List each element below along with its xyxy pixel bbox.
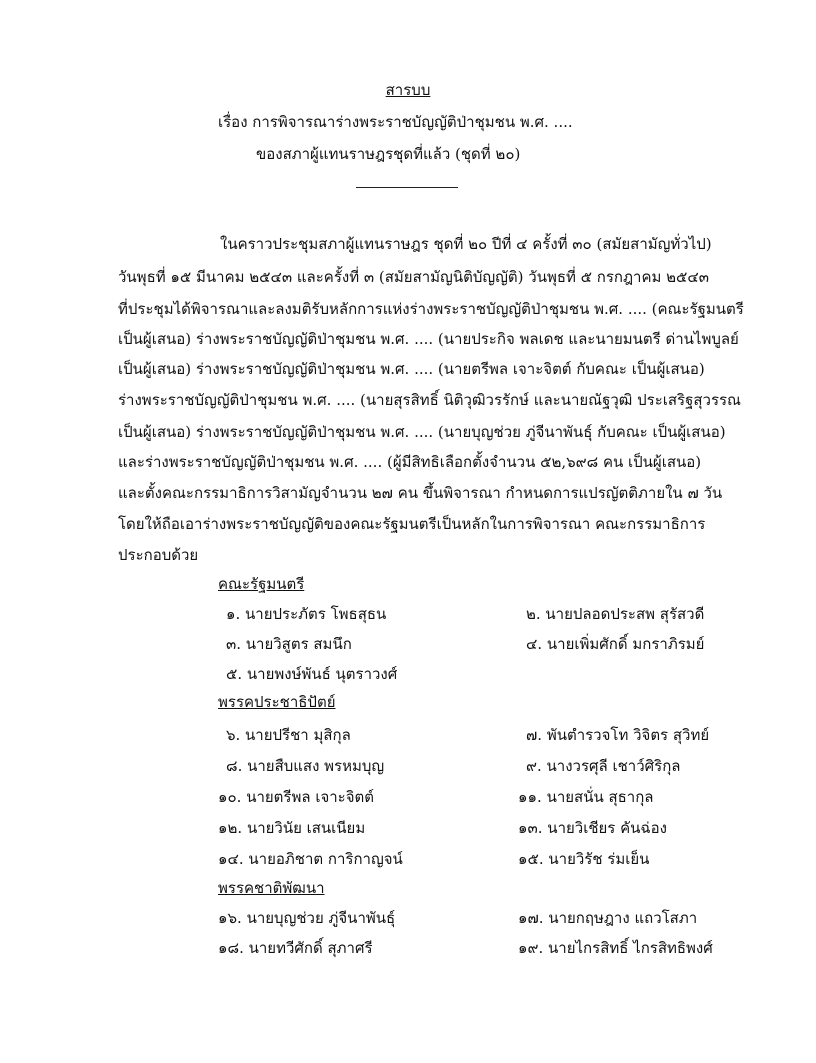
body-line: โดยให้ถือเอาร่างพระราชบัญญัติของคณะรัฐมนตรีเป็นหลักในการพิจารณา คณะกรรมาธิการ (118, 515, 706, 533)
document-title: สารบบ (385, 81, 431, 99)
group-heading: พรรคชาติพัฒนา (218, 879, 325, 897)
member-entry: ๒. นายปลอดประสพ สุรัสวดี (526, 605, 705, 623)
body-line: ร่างพระราชบัญญัติป่าชุมชน พ.ศ. .... (นายสุรสิทธิ์ นิติวุฒิวรรักษ์ และนายณัฐวุฒิ ประเสริฐสุวรรณ (118, 391, 741, 409)
body-line: ประกอบด้วย (118, 546, 199, 564)
body-line: เป็นผู้เสนอ) ร่างพระราชบัญญัติป่าชุมชน พ.ศ. .... (นายบุญช่วย ภู่จีนาพันธุ์ กับคณะ เป็นผู้เสนอ) (118, 423, 726, 441)
member-entry: ๑๑. นายสนั่น สุธากุล (518, 788, 654, 806)
member-entry: ๑. นายประภัตร โพธสุธน (226, 605, 387, 623)
body-line: เป็นผู้เสนอ) ร่างพระราชบัญญัติป่าชุมชน พ.ศ. .... (นายประกิจ พลเดช และนายมนตรี ด่านไพบูลย์ (118, 330, 739, 348)
member-entry: ๓. นายวิสูตร สมนึก (226, 635, 352, 653)
body-line: วันพุธที่ ๑๕ มีนาคม ๒๕๔๓ และครั้งที่ ๓ (สมัยสามัญนิติบัญญัติ) วันพุธที่ ๕ กรกฎาคม ๒๕๔๓ (118, 268, 710, 286)
member-entry: ๖. นายปรีชา มุสิกุล (226, 726, 351, 744)
body-line: ในคราวประชุมสภาผู้แทนราษฎร ชุดที่ ๒๐ ปีที่ ๔ ครั้งที่ ๓๐ (สมัยสามัญทั่วไป) (220, 235, 712, 253)
member-entry: ๑๐. นายตรีพล เจาะจิตต์ (218, 788, 374, 806)
body-line: เป็นผู้เสนอ) ร่างพระราชบัญญัติป่าชุมชน พ.ศ. .... (นายตรีพล เจาะจิตต์ กับคณะ เป็นผู้เสนอ) (118, 360, 705, 378)
body-line: และตั้งคณะกรรมาธิการวิสามัญจำนวน ๒๗ คน ขึ้นพิจารณา กำหนดการแปรญัตติภายใน ๗ วัน (118, 484, 723, 502)
member-entry: ๑๕. นายวิรัช ร่มเย็น (518, 850, 650, 868)
body-line: และร่างพระราชบัญญัติป่าชุมชน พ.ศ. .... (ผู้มีสิทธิเลือกตั้งจำนวน ๕๒,๖๙๘ คน เป็นผู้เสนอ) (118, 453, 702, 471)
body-line: ที่ประชุมได้พิจารณาและลงมติรับหลักการแห่งร่างพระราชบัญญัติป่าชุมชน พ.ศ. .... (คณะรัฐมนตรี (118, 300, 744, 318)
member-entry: ๑๙. นายไกรสิทธิ์ ไกรสิทธิพงศ์ (518, 939, 713, 957)
member-entry: ๑๖. นายบุญช่วย ภู่จีนาพันธุ์ (218, 909, 396, 927)
title-divider (356, 187, 458, 188)
member-entry: ๑๘. นายทวีศักดิ์ สุภาศรี (218, 939, 373, 957)
group-heading: พรรคประชาธิปัตย์ (218, 693, 336, 711)
group-heading: คณะรัฐมนตรี (218, 575, 305, 593)
document-subject: เรื่อง การพิจารณาร่างพระราชบัญญัติป่าชุมชน พ.ศ. .... (218, 113, 573, 131)
member-entry: ๔. นายเพิ่มศักดิ์ มกราภิรมย์ (526, 635, 705, 653)
member-entry: ๕. นายพงษ์พันธ์ นุตราวงศ์ (226, 665, 398, 683)
member-entry: ๑๓. นายวิเชียร คันฉ่อง (518, 819, 667, 837)
member-entry: ๘. นายสืบแสง พรหมบุญ (226, 757, 385, 775)
member-entry: ๑๔. นายอภิชาต การิกาญจน์ (218, 850, 403, 868)
member-entry: ๑๒. นายวินัย เสนเนียม (218, 819, 366, 837)
member-entry: ๙. นางวรศุลี เชาว์ศิริกุล (526, 757, 681, 775)
member-entry: ๑๗. นายกฤษฎาง แถวโสภา (518, 909, 698, 927)
document-subtitle: ของสภาผู้แทนราษฎรชุดที่แล้ว (ชุดที่ ๒๐) (256, 145, 521, 163)
member-entry: ๗. พันตำรวจโท วิจิตร สุวิทย์ (526, 726, 710, 744)
